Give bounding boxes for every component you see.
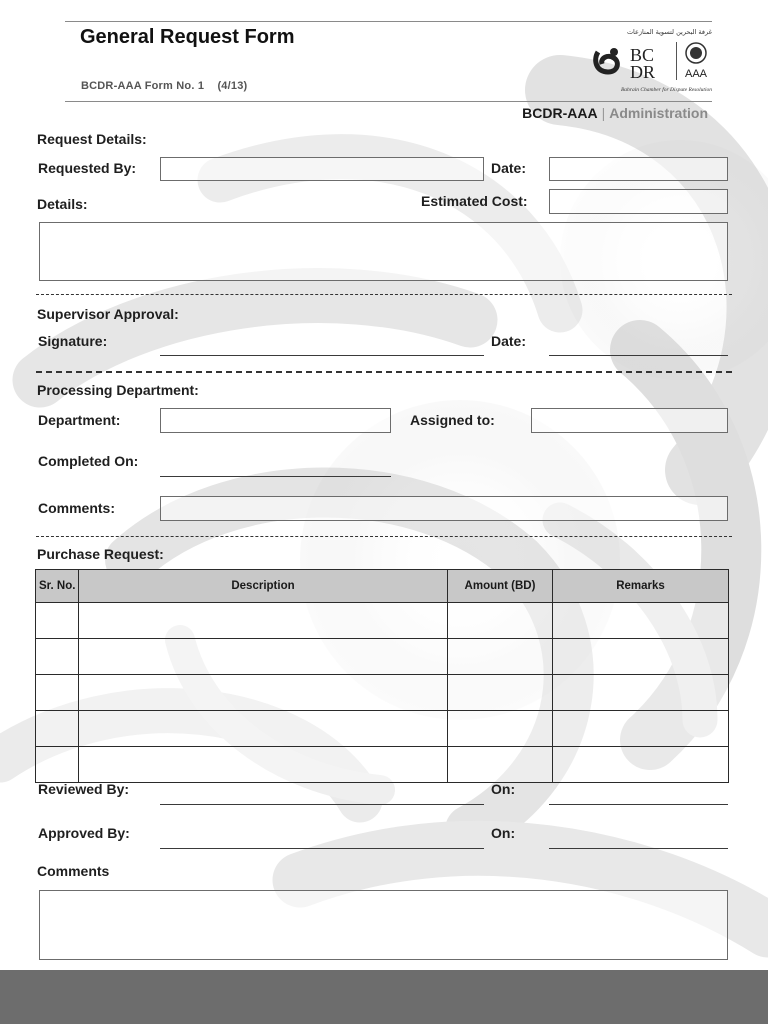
processing-comments-label: Comments: xyxy=(38,500,116,516)
logo-graphic xyxy=(590,26,714,98)
table-cell[interactable] xyxy=(79,711,448,747)
approved-by-line[interactable] xyxy=(160,848,484,849)
reviewed-on-line[interactable] xyxy=(549,804,728,805)
table-row xyxy=(36,675,729,711)
request-details-heading: Request Details: xyxy=(37,131,147,147)
header-top-rule xyxy=(65,21,712,22)
table-cell[interactable] xyxy=(553,603,729,639)
table-cell[interactable] xyxy=(448,675,553,711)
form-title: General Request Form xyxy=(80,26,295,48)
table-cell[interactable] xyxy=(79,675,448,711)
final-comments-textarea[interactable] xyxy=(39,890,728,960)
logo-tagline: Bahrain Chamber for Dispute Resolution xyxy=(620,87,712,93)
supervisor-date-label: Date: xyxy=(491,333,527,349)
logo-letters-bc: BC xyxy=(630,45,655,65)
table-cell[interactable] xyxy=(448,711,553,747)
table-cell[interactable] xyxy=(448,603,553,639)
form-number xyxy=(81,80,247,92)
table-cell[interactable] xyxy=(36,747,79,783)
table-cell[interactable] xyxy=(553,747,729,783)
processing-comments-field[interactable] xyxy=(160,496,728,521)
department-field[interactable] xyxy=(160,408,391,433)
request-date-field[interactable] xyxy=(549,157,728,181)
final-comments-label: Comments xyxy=(37,863,110,879)
processing-department-heading: Processing Department: xyxy=(37,382,199,398)
approved-on-line[interactable] xyxy=(549,848,728,849)
details-textarea[interactable] xyxy=(39,222,728,281)
table-cell[interactable] xyxy=(448,639,553,675)
section-divider xyxy=(36,294,732,295)
brand-line xyxy=(522,105,708,121)
table-row xyxy=(36,639,729,675)
requested-by-field[interactable] xyxy=(160,157,484,181)
section-divider xyxy=(36,536,732,537)
request-date-label: Date: xyxy=(491,160,527,176)
table-cell[interactable] xyxy=(448,747,553,783)
estimated-cost-field[interactable] xyxy=(549,189,728,214)
details-label: Details: xyxy=(37,196,88,212)
table-cell[interactable] xyxy=(36,603,79,639)
requested-by-label: Requested By: xyxy=(38,160,137,176)
assigned-to-label: Assigned to: xyxy=(410,412,495,428)
table-row xyxy=(36,711,729,747)
logo-aaa-text: AAA xyxy=(684,68,708,80)
header-bottom-rule xyxy=(65,101,712,102)
table-cell[interactable] xyxy=(79,639,448,675)
department-label: Department: xyxy=(38,412,121,428)
form-number-text: BCDR-AAA Form No. 1 xyxy=(81,80,205,92)
table-cell[interactable] xyxy=(553,639,729,675)
approved-by-label: Approved By: xyxy=(38,825,130,841)
table-cell[interactable] xyxy=(36,675,79,711)
table-cell[interactable] xyxy=(36,639,79,675)
bcdr-logo xyxy=(590,26,714,98)
assigned-to-field[interactable] xyxy=(531,408,728,433)
reviewed-by-label: Reviewed By: xyxy=(38,781,130,797)
table-cell[interactable] xyxy=(553,711,729,747)
estimated-cost-label: Estimated Cost: xyxy=(421,193,528,209)
reviewed-on-label: On: xyxy=(491,781,516,797)
table-cell[interactable] xyxy=(79,747,448,783)
supervisor-approval-heading: Supervisor Approval: xyxy=(37,306,179,322)
brand-dept: Administration xyxy=(609,105,708,121)
signature-line[interactable] xyxy=(160,355,484,356)
brand-separator: | xyxy=(601,105,606,121)
footer-bar xyxy=(0,970,768,1024)
section-divider xyxy=(36,371,732,373)
logo-arabic-text: غرفة البحرين لتسوية المنازعات xyxy=(626,28,712,36)
column-header-amount: Amount (BD) xyxy=(448,570,553,603)
table-cell[interactable] xyxy=(553,675,729,711)
column-header-description: Description xyxy=(79,570,448,603)
supervisor-date-line[interactable] xyxy=(549,355,728,356)
table-header-row xyxy=(36,570,729,603)
column-header-sr-no: Sr. No. xyxy=(36,570,79,603)
completed-on-line[interactable] xyxy=(160,476,391,477)
signature-label: Signature: xyxy=(38,333,108,349)
reviewed-by-line[interactable] xyxy=(160,804,484,805)
approved-on-label: On: xyxy=(491,825,516,841)
purchase-request-table xyxy=(35,569,729,783)
table-cell[interactable] xyxy=(36,711,79,747)
table-row xyxy=(36,603,729,639)
table-row xyxy=(36,747,729,783)
brand-org: BCDR-AAA xyxy=(522,105,598,121)
purchase-request-heading: Purchase Request: xyxy=(37,546,164,562)
completed-on-label: Completed On: xyxy=(38,453,139,469)
form-version: (4/13) xyxy=(217,80,248,92)
table-cell[interactable] xyxy=(79,603,448,639)
column-header-remarks: Remarks xyxy=(553,570,729,603)
logo-letters-dr: DR xyxy=(630,62,656,82)
